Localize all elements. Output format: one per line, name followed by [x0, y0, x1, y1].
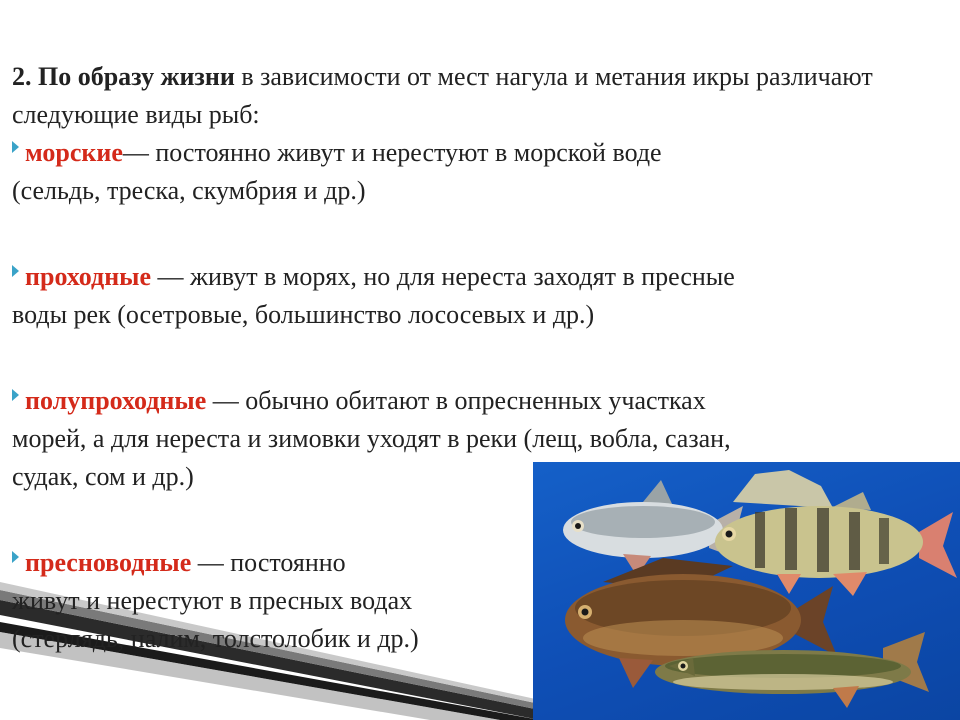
- term-marine: морские: [25, 138, 123, 167]
- item-text: морей, а для нереста и зимовки уходят в реки (лещ, вобла, сазан,: [12, 424, 731, 453]
- list-item: [12, 258, 942, 334]
- item-text: — постоянно живут и нерестуют в морской воде: [122, 138, 662, 167]
- item-text: — обычно обитают в опресненных участках: [206, 386, 706, 415]
- bullet-icon: [12, 389, 19, 401]
- heading-rest: в зависимости от мест нагула и метания икры различают следующие виды рыб:: [12, 62, 873, 129]
- item-text: живут и нерестуют в пресных водах: [12, 586, 413, 615]
- term-anadromous: проходные: [25, 262, 152, 291]
- perch-fish: [715, 470, 957, 596]
- fish-photo: [533, 462, 960, 720]
- item-text: — живут в морях, но для нереста заходят в пресные: [151, 262, 735, 291]
- heading-bold: 2. По образу жизни: [12, 62, 235, 91]
- item-text: (сельдь, треска, скумбрия и др.): [12, 176, 366, 205]
- bullet-icon: [12, 551, 19, 563]
- fish-illustration: [533, 462, 960, 720]
- item-text: судак, сом и др.): [12, 462, 194, 491]
- bullet-icon: [12, 141, 19, 153]
- item-text: (стерлядь, налим, толстолобик и др.): [12, 624, 419, 653]
- item-text: воды рек (осетровые, большинство лососевых и др.): [12, 300, 595, 329]
- bullet-icon: [12, 265, 19, 277]
- intro-paragraph: [12, 58, 942, 134]
- item-text: — постоянно: [191, 548, 346, 577]
- term-freshwater: пресноводные: [25, 548, 192, 577]
- term-semi-anadromous: полупроходные: [25, 386, 207, 415]
- list-item: [12, 134, 942, 210]
